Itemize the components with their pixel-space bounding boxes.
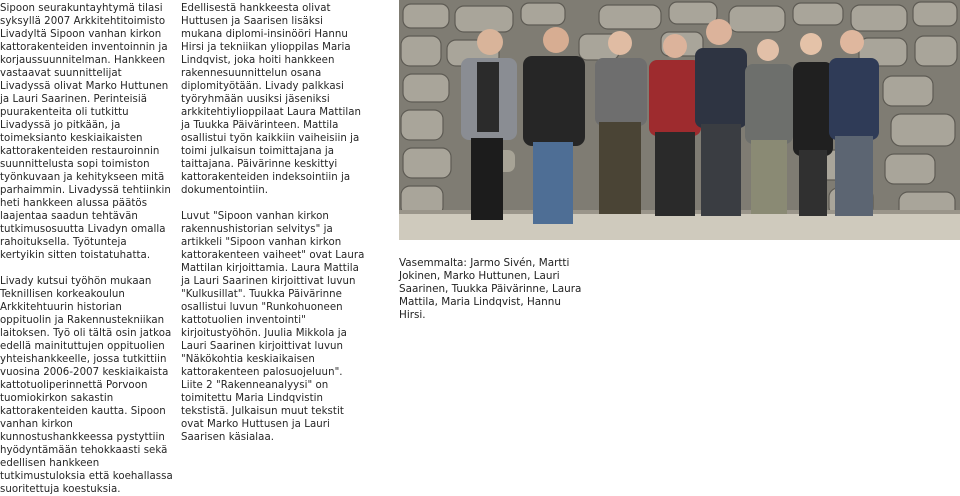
photo-caption: Vasemmalta: Jarmo Sivén, Martti Jokinen, Marko Huttunen, Lauri Saarinen, Tuukka Päivärinne, Laura Mattila, Maria Lindqvist, Hannu Hirsi. <box>399 257 582 321</box>
text-column-middle <box>181 2 367 444</box>
paragraph-authors: Luvut "Sipoon vanhan kirkon rakennushistorian selvitys" ja artikkeli "Sipoon vanhan kirkon kattorakenteen vaiheet" ovat Laura Mattilan kirjoittamia. Laura Mattila ja Lauri Saarinen kirjoittivat luvun "Kulkusillat". Tuukka Päivärinne osallistui luvun "Runkohuoneen kattotuolien inventointi" kirjoitustyöhön. Juulia Mikkola ja Lauri Saarinen kirjoittivat luvun "Näkökohtia keskiaikaisen kattorakenteen palosuojeluun". Liite 2 "Rakenneanalyysi" on toimitettu Maria Lindqvistin tekstistä. Julkaisun muut tekstit ovat Marko Huttusen ja Lauri Saarisen käsialaa. <box>181 211 365 443</box>
group-photo <box>399 0 960 240</box>
text-column-left <box>0 2 174 496</box>
paragraph-team: Edellisestä hankkeesta olivat Huttusen ja Saarisen lisäksi mukana diplomi-insinööri Hannu Hirsi ja tekniikan ylioppilas Maria Lindqvist, joka hoiti hankkeen rakennesuunnittelun osana diplomityötään. Livady palkkasi työryhmään uusiksi jäseniksi arkkitehtiylioppilaat Laura Mattilan ja Tuukka Päivärinteen. Mattila osallistui työn kaikkiin vaiheisiin ja toimi julkaisun toimittajana ja taittajana. Päivärinne keskittyi kattorakenteiden indeksointiin ja dokumentointiin. <box>181 3 362 196</box>
paragraph-commission: Sipoon seurakuntayhtymä tilasi syksyllä 2007 Arkkitehtitoimisto Livadyltä Sipoon vanhan kirkon kattorakenteiden inventoinnin ja korjaussuunnitelman. Hankkeen vastaavat suunnittelijat Livadyssä olivat Marko Huttunen ja Lauri Saarinen. Perinteisiä puurakenteita oli tutkittu Livadyssä jo pitkään, ja toimeksianto keskiaikaisten kattorakenteiden restauroinnin suunnittelusta sopi toimiston työnkuvaan ja kehitykseen mitä parhaimmin. Livadyssä tehtiinkin heti hankkeen alussa päätös laajentaa saadun tehtävän tutkimusosuutta Livadyn omalla rahoituksella. Työtunteja kertyikin sitten toistatuhatta. <box>0 3 171 261</box>
paragraph-collaboration: Livady kutsui työhön mukaan Teknillisen korkeakoulun Arkkitehtuurin historian oppituolin ja Rakennustekniikan laitoksen. Työ oli tältä osin jatkoa edellä mainituttujen oppituolien yhteishankkeelle, jossa tutkittiin vuosina 2006-2007 keskiaikaista kattotuoliperinnettä Porvoon tuomiokirkon sakastin kattorakenteiden kautta. Sipoon vanhan kirkon kunnostushankkeessa pystyttiin hyödyntämään tehokkaasti sekä edellisen hankkeen tutkimustuloksia että koehallassa suoritettuja koestuksia. <box>0 276 173 495</box>
group-photo-illustration <box>399 0 960 240</box>
